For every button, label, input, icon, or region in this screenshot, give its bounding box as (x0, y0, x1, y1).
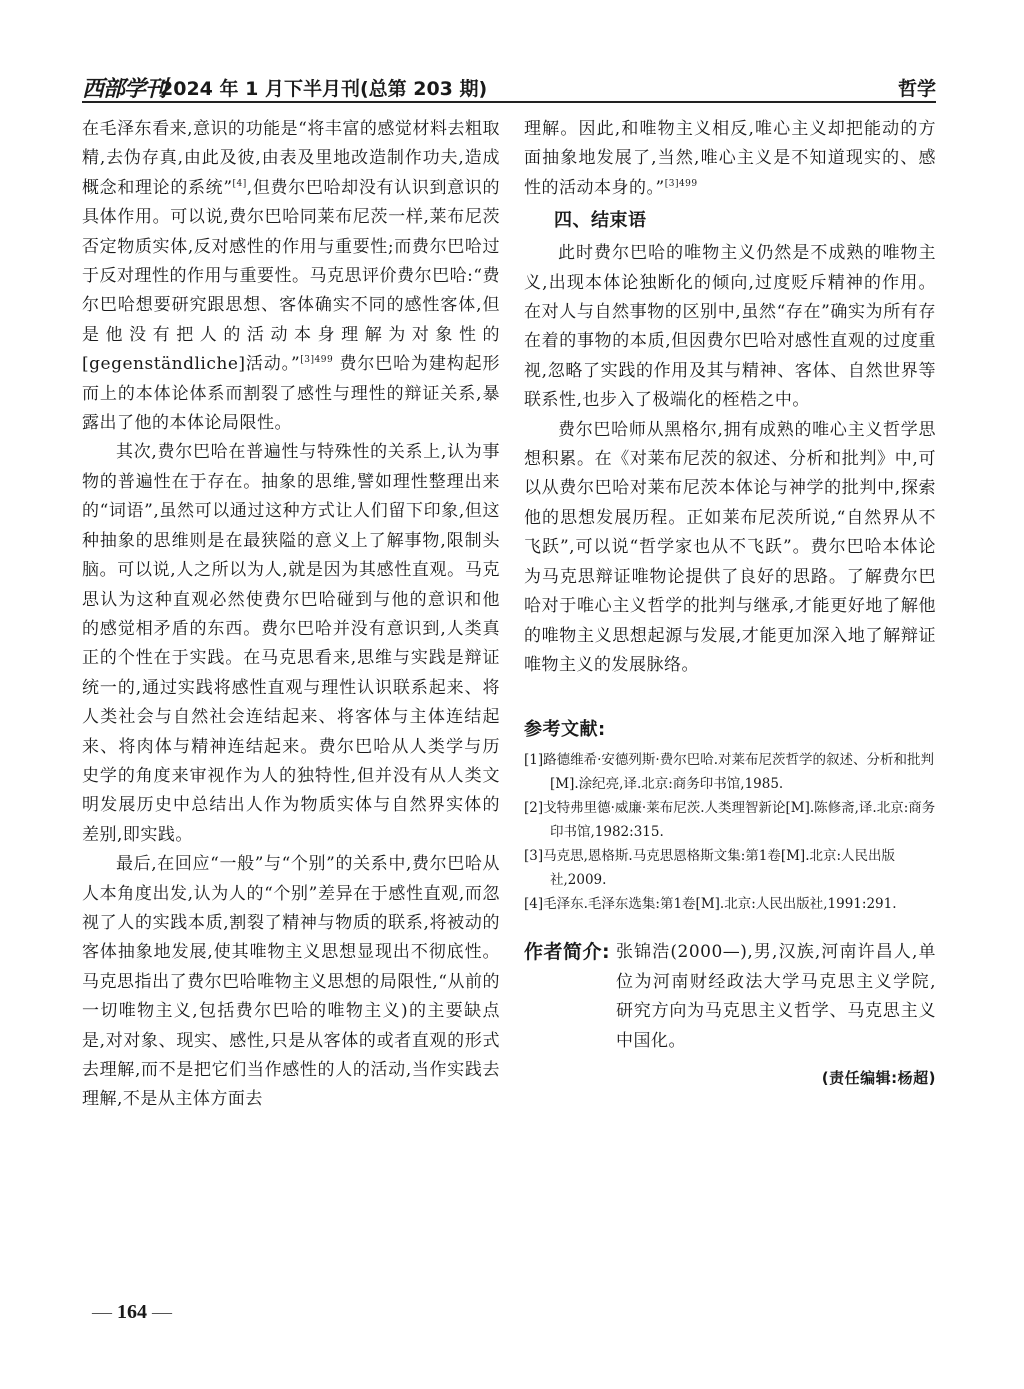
author-bio (524, 938, 936, 1056)
running-header (82, 70, 936, 100)
body-paragraph: 费尔巴哈师从黑格尔,拥有成熟的唯心主义哲学思想积累。在《对莱布尼茨的叙述、分析和批判》中,可以从费尔巴哈对莱布尼茨本体论与神学的批判中,探索他的思想发展历程。正如莱布尼茨所说,“自然界从不飞跃”,可以说“哲学家也从不飞跃”。费尔巴哈本体论为马克思辩证唯物论提供了良好的思路。了解费尔巴哈对于唯心主义哲学的批判与继承,才能更好地了解他的唯物主义思想起源与发展,才能更加深入地了解辩证唯物主义的发展脉络。 (524, 419, 936, 675)
reference-item: [1]路德维希·安德列斯·费尔巴哈.对莱布尼茨哲学的叙述、分析和批判[M].涂纪亮,译.北京:商务印书馆,1985. (524, 752, 934, 793)
body-paragraph: 最后,在回应“一般”与“个别”的关系中,费尔巴哈从人本角度出发,认为人的“个别”差异在于感性直观,而忽视了人的实践本质,割裂了精神与物质的联系,将被动的客体抽象地发展,使其唯物主义思想显现出不彻底性。马克思指出了费尔巴哈唯物主义思想的局限性,“从前的一切唯物主义,包括费尔巴哈的唯物主义)的主要缺点是,对对象、现实、感性,只是从客体的或者直观的形式去理解,而不是把它们当作感性的人的活动,当作实践去理解,不是从主体方面去 (82, 854, 500, 1110)
citation-sup: [4] (232, 178, 247, 189)
reference-item: [3]马克思,恩格斯.马克思恩格斯文集:第1卷[M].北京:人民出版社,2009. (524, 848, 896, 889)
section-label: 哲学 (897, 78, 936, 100)
body-paragraph: 此时费尔巴哈的唯物主义仍然是不成熟的唯物主义,出现本体论独断化的倾向,过度贬斥精神的作用。在对人与自然事物的区别中,虽然“存在”确实为所有存在着的事物的本质,但因费尔巴哈对感性直观的过度重视,忽略了实践的作用及其与精神、客体、自然世界等联系性,也步入了极端化的桎梏之中。 (524, 243, 936, 411)
body-paragraph: 在毛泽东看来,意识的功能是“将丰富的感觉材料去粗取精,去伪存真,由此及彼,由表及里地改造制作功夫,造成概念和理论的系统”[4],但费尔巴哈却没有认识到意识的具体作用。可以说,费尔巴哈同莱布尼茨一样,莱布尼茨否定物质实体,反对感性的作用与重要性;而费尔巴哈过于反对理性的作用与重要性。马克思评价费尔巴哈:“费尔巴哈想要研究跟思想、客体确实不同的感性客体,但是他没有把人的活动本身理解为对象性的[gegenständliche]活动。”$^{[3]499}$ 费尔巴哈为建构起形而上的本体论体系而割裂了感性与理性的辩证关系,暴露出了他的本体论局限性。 (82, 119, 501, 434)
section-heading: 四、结束语 (554, 210, 647, 232)
body-paragraph: 理解。因此,和唯物主义相反,唯心主义却把能动的方面抽象地发展了,当然,唯心主义是不知道现实的、感性的活动本身的。”$^{[3]499}$ (524, 119, 936, 198)
references-title: 参考文献: (524, 719, 606, 741)
reference-item: [4]毛泽东.毛泽东选集:第1卷[M].北京:人民出版社,1991:291. (524, 896, 897, 913)
author-text: 张锦浩(2000—),男,汉族,河南许昌人,单位为河南财经政法大学马克思主义学院,研究方向为马克思主义哲学、马克思主义中国化。 (616, 942, 936, 1051)
journal-logo: 西部学刊 (82, 76, 167, 102)
author-label: 作者简介: (524, 941, 611, 964)
right-column (524, 115, 936, 1093)
page-number: — 164 — (92, 1301, 172, 1323)
page-number-dash: — (147, 1301, 172, 1323)
body-paragraph: 其次,费尔巴哈在普遍性与特殊性的关系上,认为事物的普遍性在于存在。抽象的思维,譬如理性整理出来的“词语”,虽然可以通过这种方式让人们留下印象,但这种抽象的思维则是在最狭隘的意义上了解事物,限制头脑。可以说,人之所以为人,就是因为其感性直观。马克思认为这种直观必然使费尔巴哈碰到与他的意识和他的感觉相矛盾的东西。费尔巴哈并没有意识到,人类真正的个性在于实践。在马克思看来,思维与实践是辩证统一的,通过实践将感性直观与理性认识联系起来、将人类社会与自然社会连结起来、将客体与主体连结起来、将肉体与精神连结起来。费尔巴哈从人类学与历史学的角度来审视作为人的独特性,但并没有从人类文明发展历史中总结出人作为物质实体与自然界实体的差别,即实践。 (82, 442, 500, 845)
editor-note: (责任编辑:杨超) (821, 1068, 936, 1087)
left-column (82, 115, 500, 1115)
page-number-dash: — (92, 1301, 117, 1323)
citation-sup: [3]499 (664, 178, 698, 189)
header-rule (82, 101, 936, 103)
citation-sup: [3]499 (300, 355, 334, 366)
issue-info: 2024 年 1 月下半月刊(总第 203 期) (160, 78, 488, 100)
reference-item: [2]戈特弗里德·威廉·莱布尼茨.人类理智新论[M].陈修斋,译.北京:商务印书馆,1982:315. (524, 800, 936, 841)
